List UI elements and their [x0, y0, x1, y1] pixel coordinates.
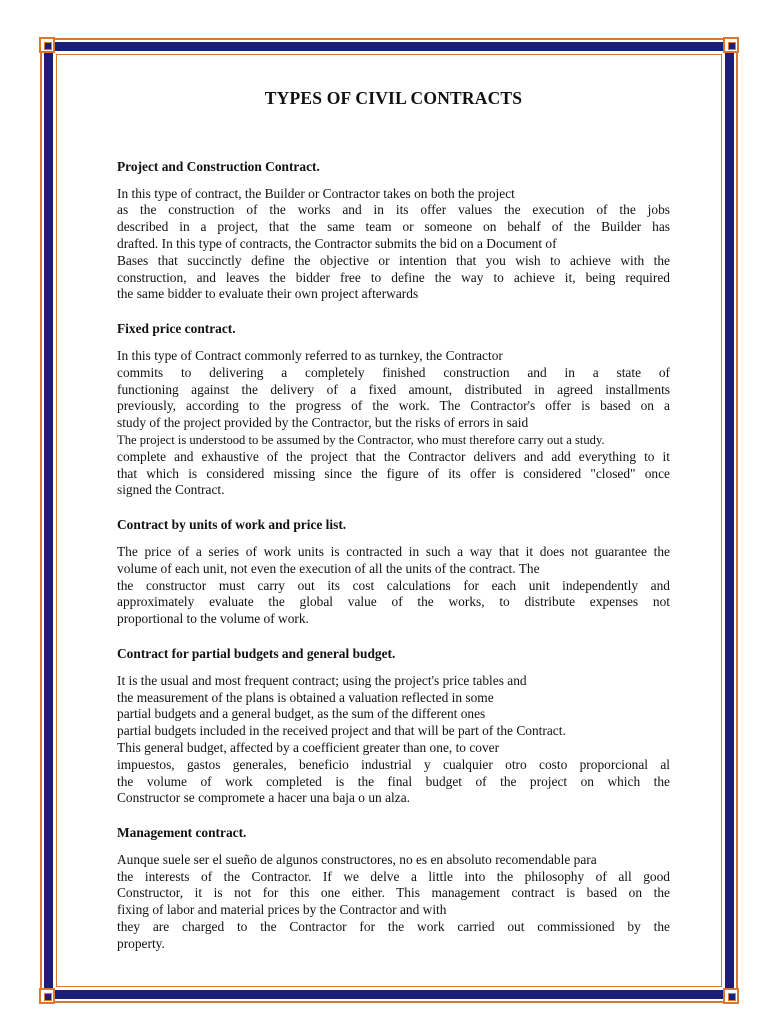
document-body — [117, 90, 670, 971]
section-heading: Project and Construction Contract. — [117, 158, 320, 174]
text-line: complete and exhaustive of the project that the Contractor delivers and add everything to it — [117, 448, 670, 464]
document-title: TYPES OF CIVIL CONTRACTS — [264, 88, 523, 108]
corner-ornament-top-right — [723, 37, 739, 53]
section-heading: Fixed price contract. — [117, 321, 236, 337]
text-line: commits to delivering a completely finished construction and in a state of — [117, 364, 670, 380]
text-line: previously, according to the progress of the work. The Contractor's offer is based on a — [117, 398, 670, 414]
section-paragraph — [117, 852, 670, 953]
text-line: Aunque suele ser el sueño de algunos constructores, no es en absoluto recomendable para — [117, 851, 597, 867]
text-line: volume of each unit, not even the execution of all the units of the contract. The — [117, 560, 540, 576]
section-heading: Contract by units of work and price list. — [117, 517, 347, 533]
text-line: described in a project, that the same team or someone on behalf of the Builder has — [117, 219, 670, 235]
text-line: that which is considered missing since the figure of its offer is considered "closed" once — [117, 465, 670, 481]
text-line: the constructor must carry out its cost calculations for each unit independently and — [117, 577, 670, 593]
section-heading: Management contract. — [117, 825, 247, 841]
text-line: functioning against the delivery of a fixed amount, distributed in agreed installments — [117, 381, 670, 397]
text-line: The project is understood to be assumed by the Contractor, who must therefore carry out a study. — [117, 432, 605, 447]
text-line: proportional to the volume of work. — [117, 611, 309, 627]
text-line: Bases that succinctly define the objective or intention that you wish to achieve with the — [117, 252, 670, 268]
section-heading: Contract for partial budgets and general budget. — [117, 645, 396, 661]
text-line: The price of a series of work units is contracted in such a way that it does not guarantee the — [117, 543, 670, 559]
corner-ornament-bottom-left — [39, 988, 55, 1004]
text-line: Constructor se compromete a hacer una baja o un alza. — [117, 790, 410, 806]
corner-ornament-bottom-right — [723, 988, 739, 1004]
text-line: signed the Contract. — [117, 482, 225, 498]
text-line: the volume of work completed is the final budget of the project on which the — [117, 773, 670, 789]
text-line: It is the usual and most frequent contract; using the project's price tables and — [117, 672, 527, 688]
text-line: property. — [117, 935, 165, 951]
text-line: fixing of labor and material prices by the Contractor and with — [117, 902, 447, 918]
section-paragraph — [117, 348, 670, 499]
text-line: the same bidder to evaluate their own project afterwards — [117, 286, 419, 302]
text-line: In this type of Contract commonly referred to as turnkey, the Contractor — [117, 347, 503, 363]
text-line: partial budgets included in the received project and that will be part of the Contract. — [117, 723, 566, 739]
section-paragraph — [117, 673, 670, 807]
text-line: the interests of the Contractor. If we delve a little into the philosophy of all good — [117, 868, 670, 884]
corner-ornament-top-left — [39, 37, 55, 53]
text-line: impuestos, gastos generales, beneficio industrial y cualquier otro costo proporcional al — [117, 756, 670, 772]
text-line: partial budgets and a general budget, as the sum of the different ones — [117, 706, 486, 722]
text-line: drafted. In this type of contracts, the Contractor submits the bid on a Document of — [117, 235, 557, 251]
text-line: approximately evaluate the global value of the works, to distribute expenses not — [117, 594, 670, 610]
text-line: Constructor, it is not for this one either. This management contract is based on the — [117, 885, 670, 901]
text-line: study of the project provided by the Contractor, but the risks of errors in said — [117, 415, 529, 431]
section-paragraph — [117, 544, 670, 628]
text-line: This general budget, affected by a coefficient greater than one, to cover — [117, 739, 500, 755]
text-line: construction, and leaves the bidder free to define the way to achieve it, being required — [117, 269, 670, 285]
text-line: the measurement of the plans is obtained a valuation reflected in some — [117, 689, 494, 705]
text-line: In this type of contract, the Builder or Contractor takes on both the project — [117, 185, 515, 201]
text-line: they are charged to the Contractor for the work carried out commissioned by the — [117, 919, 670, 935]
text-line: as the construction of the works and in its offer values the execution of the jobs — [117, 202, 670, 218]
section-paragraph — [117, 186, 670, 304]
